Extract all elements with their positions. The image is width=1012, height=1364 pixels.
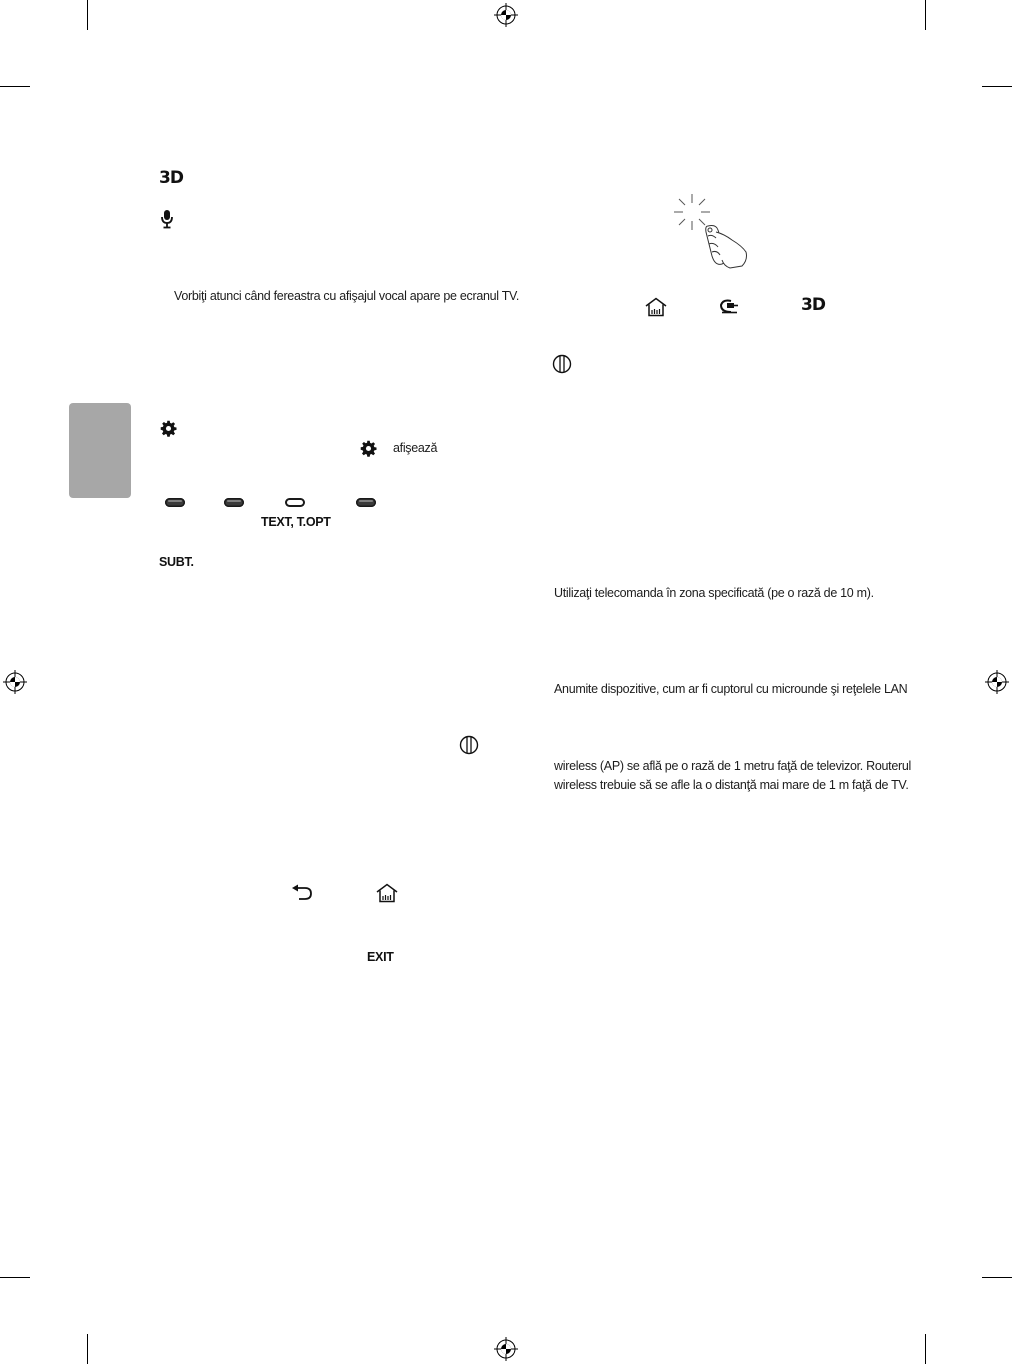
hand-pointing-remote-icon	[672, 192, 750, 270]
gear-icon	[360, 440, 377, 457]
crop-mark	[87, 0, 88, 30]
three-d-icon: 3D	[159, 168, 183, 188]
registration-mark-icon	[494, 3, 518, 27]
crop-mark	[982, 1277, 1012, 1278]
teletext-buttons-label: TEXT, T.OPT	[261, 515, 331, 529]
interference-note-line-3: wireless trebuie să se afle la o distanţă mai mare de 1 m faţă de TV.	[554, 778, 909, 792]
registration-mark-icon	[985, 670, 1009, 694]
settings-description: afişează	[393, 441, 438, 455]
ad-audio-description-icon	[459, 735, 479, 755]
voice-instruction: Vorbiţi atunci când fereastra cu afişajul vocal apare pe ecranul TV.	[174, 289, 520, 303]
input-source-icon	[719, 298, 739, 314]
section-tab	[69, 403, 131, 498]
three-d-icon: 3D	[801, 295, 825, 315]
interference-note-line-1: Anumite dispozitive, cum ar fi cuptorul cu microunde şi reţelele LAN	[554, 682, 908, 696]
registration-mark-icon	[494, 1337, 518, 1361]
crop-mark	[925, 1334, 926, 1364]
microphone-icon	[160, 209, 174, 229]
green-button	[224, 498, 244, 507]
gear-icon	[160, 420, 177, 437]
home-icon	[644, 297, 668, 317]
crop-mark	[982, 86, 1012, 87]
back-icon	[291, 884, 313, 900]
range-note: Utilizaţi telecomanda în zona specificată (pe o rază de 10 m).	[554, 586, 874, 600]
ad-audio-description-icon	[552, 354, 572, 374]
blue-button	[356, 498, 376, 507]
red-button	[165, 498, 185, 507]
exit-button-label: EXIT	[367, 950, 394, 964]
crop-mark	[0, 1277, 30, 1278]
yellow-button	[285, 498, 305, 507]
interference-note-line-2: wireless (AP) se află pe o rază de 1 metru faţă de televizor. Routerul	[554, 759, 911, 773]
crop-mark	[87, 1334, 88, 1364]
crop-mark	[0, 86, 30, 87]
crop-mark	[925, 0, 926, 30]
registration-mark-icon	[3, 670, 27, 694]
subtitle-button-label: SUBT.	[159, 555, 194, 569]
home-icon	[375, 883, 399, 903]
